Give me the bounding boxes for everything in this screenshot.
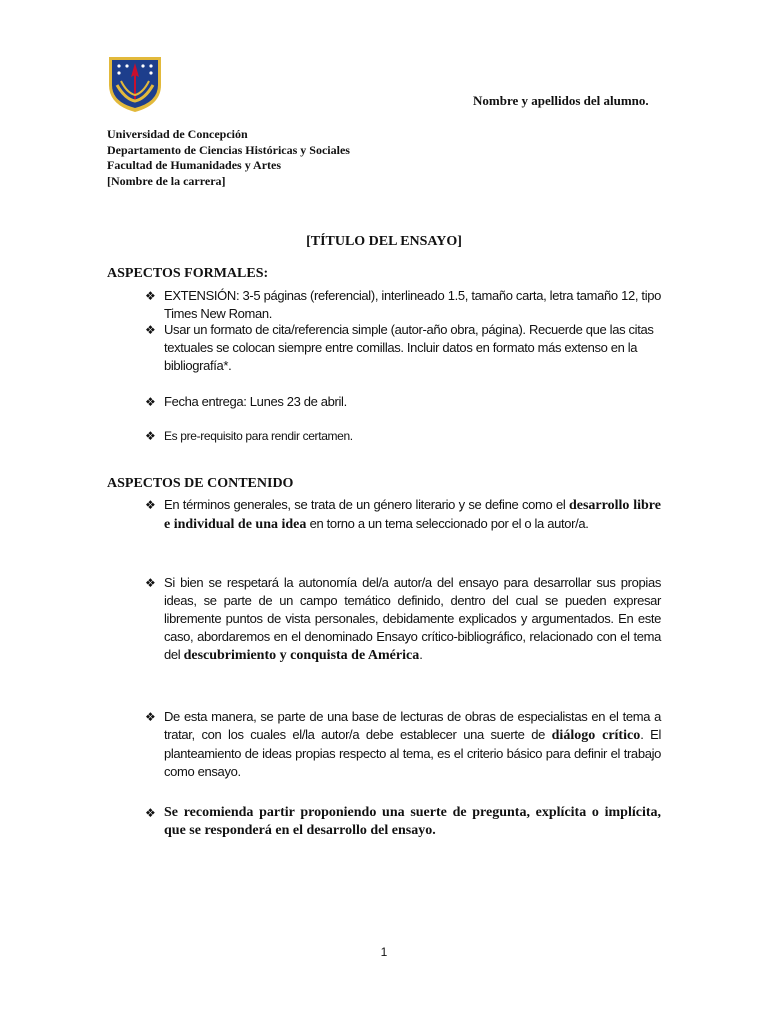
diamond-bullet-icon: ❖ [145, 323, 156, 337]
faculty-name: Facultad de Humanidades y Artes [107, 158, 282, 172]
student-name-label: Nombre y apellidos del alumno. [473, 93, 649, 108]
formal-item-extension: EXTENSIÓN: 3-5 páginas (referencial), interlineado 1.5, tamaño carta, letra tamaño 12, tipo Times New Roman. [164, 288, 661, 321]
list-item [145, 804, 661, 840]
career-name: [Nombre de la carrera] [107, 173, 226, 188]
list-item [145, 321, 661, 375]
emphasis-text: desarrollo libre e individual de una idea [164, 498, 661, 532]
diamond-bullet-icon: ❖ [145, 395, 156, 409]
list-item [145, 574, 661, 665]
formal-aspects-heading: ASPECTOS FORMALES: [107, 266, 269, 281]
diamond-bullet-icon: ❖ [145, 576, 156, 590]
page-number: 1 [380, 945, 388, 959]
emphasis-text: diálogo crítico [551, 728, 641, 743]
diamond-bullet-icon: ❖ [145, 429, 156, 443]
essay-title: [TÍTULO DEL ENSAYO] [306, 234, 462, 249]
formal-item-citation: Usar un formato de cita/referencia simple (autor-año obra, página). Recuerde que las citas textuales se colocan siempre entre comillas. Incluir datos en formato más extenso en la bibliografía*. [164, 322, 654, 373]
formal-item-deadline: Fecha entrega: Lunes 23 de abril. [164, 394, 347, 409]
diamond-bullet-icon: ❖ [145, 289, 156, 303]
emphasis-text: descubrimiento y conquista de América [183, 648, 420, 663]
diamond-bullet-icon: ❖ [145, 806, 156, 820]
content-aspects-heading: ASPECTOS DE CONTENIDO [107, 476, 294, 491]
list-item [145, 708, 661, 781]
formal-item-prerequisite: Es pre-requisito para rendir certamen. [164, 429, 353, 443]
list-item [145, 496, 661, 534]
list-item [145, 393, 661, 411]
content-item-critical-dialogue: De esta manera, se parte de una base de lecturas de obras de especialistas en el tema a tratar, con los cuales el/la autor/a debe establecer una suerte de diálogo crítico. El planteamiento de ideas propias respecto al tema, es el criterio básico para definir el trabajo como ensayo. [164, 709, 661, 779]
diamond-bullet-icon: ❖ [145, 710, 156, 724]
list-item [145, 427, 661, 445]
diamond-bullet-icon: ❖ [145, 498, 156, 512]
list-item [145, 287, 661, 323]
content-item-autonomy: Si bien se respetará la autonomía del/a autor/a del ensayo para desarrollar sus propias ideas, se parte de un campo temático definido, dentro del cual se pueden expresar libremente puntos de vista personales, debidamente explicados y argumentados. En este caso, abordaremos en el denominado Ensayo crítico-bibliográfico, relacionado con el tema del descubrimiento y conquista de América. [164, 575, 661, 663]
university-crest-icon [107, 55, 163, 113]
department-name: Departamento de Ciencias Históricas y Sociales [107, 142, 350, 157]
institution-block [107, 127, 350, 189]
university-name: Universidad de Concepción [107, 127, 248, 141]
content-item-definition: En términos generales, se trata de un género literario y se define como el desarrollo libre e individual de una idea en torno a un tema seleccionado por el o la autor/a. [164, 497, 661, 532]
content-item-recommendation: Se recomienda partir proponiendo una suerte de pregunta, explícita o implícita, que se responderá en el desarrollo del ensayo. [164, 805, 661, 838]
